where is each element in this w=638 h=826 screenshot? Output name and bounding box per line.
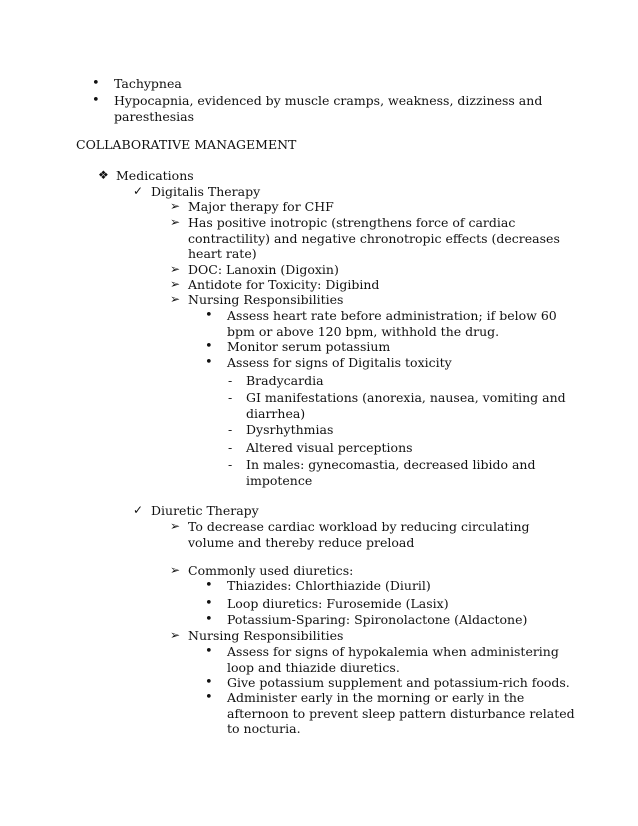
list-item-text: Administer early in the morning or early in the afternoon to prevent sleep pattern disturbance related to nocturia.: [227, 690, 575, 736]
list-item-text: Monitor serum potassium: [227, 339, 391, 354]
list-item-text: Has positive inotropic (strengthens force of cardiac contractility) and negative chronotropic effects (decreases heart rate): [188, 215, 560, 261]
dash-marker: -: [228, 457, 233, 472]
bullet-marker: •: [205, 578, 213, 593]
list-item: [92, 76, 552, 92]
list-item: [170, 277, 568, 293]
list-item-text: In males: gynecomastia, decreased libido and impotence: [246, 457, 536, 488]
list-item-text: Altered visual perceptions: [246, 440, 413, 455]
list-item: [170, 628, 568, 644]
list-item-text: Nursing Responsibilities: [188, 628, 344, 643]
arrow-bullet-icon: ➢: [170, 292, 181, 306]
list-item-text: Antidote for Toxicity: Digibind: [188, 277, 380, 292]
diamond-bullet-icon: ❖: [98, 168, 109, 182]
list-item: [170, 519, 568, 550]
bullet-marker: •: [205, 690, 213, 705]
arrow-bullet-icon: ➢: [170, 199, 181, 213]
list-item: [228, 373, 576, 389]
arrow-bullet-icon: ➢: [170, 277, 181, 291]
checkmark-icon: ✓: [133, 184, 144, 198]
bullet-marker: •: [205, 355, 213, 370]
digitalis-therapy-item: [133, 184, 260, 200]
list-item-text: Commonly used diuretics:: [188, 563, 354, 578]
dash-marker: -: [228, 440, 233, 455]
dash-marker: -: [228, 390, 233, 405]
list-item: [228, 390, 576, 421]
list-item: [228, 457, 576, 488]
list-item-text: Hypocapnia, evidenced by muscle cramps, weakness, dizziness and paresthesias: [114, 93, 543, 124]
arrow-bullet-icon: ➢: [170, 519, 181, 533]
list-item: [205, 690, 579, 737]
list-item-text: Bradycardia: [246, 373, 324, 388]
list-item: [205, 596, 579, 612]
diuretic-therapy-label: Diuretic Therapy: [151, 503, 259, 518]
medications-label: Medications: [116, 168, 194, 183]
list-item: [228, 440, 576, 456]
dash-marker: -: [228, 373, 233, 388]
arrow-bullet-icon: ➢: [170, 262, 181, 276]
bullet-marker: •: [92, 93, 100, 108]
list-item: [205, 612, 579, 628]
list-item: [205, 644, 579, 675]
list-item: [170, 262, 568, 278]
list-item-text: Thiazides: Chlorthiazide (Diuril): [227, 578, 431, 593]
dash-marker: -: [228, 422, 233, 437]
list-item-text: Assess for signs of Digitalis toxicity: [227, 355, 452, 370]
list-item-text: To decrease cardiac workload by reducing circulating volume and thereby reduce preload: [188, 519, 530, 550]
list-item: [170, 292, 568, 308]
list-item-text: Assess for signs of hypokalemia when administering loop and thiazide diuretics.: [227, 644, 559, 675]
list-item-text: DOC: Lanoxin (Digoxin): [188, 262, 339, 277]
list-item-text: Potassium-Sparing: Spironolactone (Aldactone): [227, 612, 528, 627]
bullet-marker: •: [92, 76, 100, 91]
list-item: [170, 563, 568, 579]
arrow-bullet-icon: ➢: [170, 215, 181, 229]
bullet-marker: •: [205, 308, 213, 323]
list-item-text: Nursing Responsibilities: [188, 292, 344, 307]
list-item: [205, 339, 579, 355]
list-item-text: Tachypnea: [114, 76, 182, 91]
bullet-marker: •: [205, 675, 213, 690]
diuretic-therapy-item: [133, 503, 259, 519]
arrow-bullet-icon: ➢: [170, 628, 181, 642]
bullet-marker: •: [205, 612, 213, 627]
list-item-text: Give potassium supplement and potassium-rich foods.: [227, 675, 570, 690]
list-item-text: Major therapy for CHF: [188, 199, 334, 214]
list-item-text: Dysrhythmias: [246, 422, 334, 437]
list-item-text: GI manifestations (anorexia, nausea, vomiting and diarrhea): [246, 390, 566, 421]
bullet-marker: •: [205, 644, 213, 659]
list-item-text: Loop diuretics: Furosemide (Lasix): [227, 596, 449, 611]
bullet-marker: •: [205, 339, 213, 354]
list-item: [205, 578, 579, 594]
arrow-bullet-icon: ➢: [170, 563, 181, 577]
list-item: [92, 93, 552, 124]
list-item: [205, 355, 579, 371]
medications-item: [98, 168, 194, 184]
list-item: [205, 675, 579, 691]
list-item: [205, 308, 579, 339]
list-item-text: Assess heart rate before administration; if below 60 bpm or above 120 bpm, withhold the drug.: [227, 308, 557, 339]
list-item: [170, 215, 568, 262]
checkmark-icon: ✓: [133, 503, 144, 517]
bullet-marker: •: [205, 596, 213, 611]
section-heading: COLLABORATIVE MANAGEMENT: [76, 137, 297, 152]
digitalis-therapy-label: Digitalis Therapy: [151, 184, 261, 199]
list-item: [228, 422, 576, 438]
list-item: [170, 199, 568, 215]
